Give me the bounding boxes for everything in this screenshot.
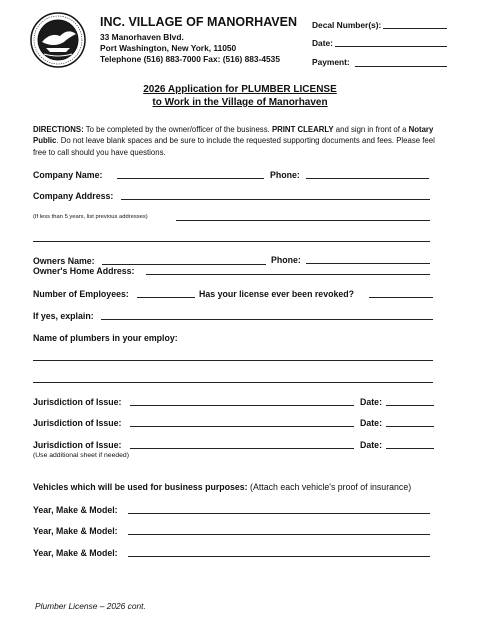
form-title-line-1: 2026 Application for PLUMBER LICENSE bbox=[143, 84, 337, 95]
company-name-label: Company Name: bbox=[33, 170, 103, 180]
if-yes-explain-field[interactable] bbox=[101, 319, 433, 320]
jurisdiction-label-3: Jurisdiction of Issue: bbox=[33, 440, 122, 450]
jurisdiction-date-field-2[interactable] bbox=[386, 426, 434, 427]
date-label: Date: bbox=[312, 38, 333, 48]
additional-sheet-note: (Use additional sheet if needed) bbox=[33, 452, 129, 459]
jurisdiction-field-1[interactable] bbox=[130, 405, 354, 406]
owners-name-label: Owners Name: bbox=[33, 256, 95, 266]
company-phone-label: Phone: bbox=[270, 170, 300, 180]
number-of-employees-label: Number of Employees: bbox=[33, 289, 129, 299]
jurisdiction-field-3[interactable] bbox=[130, 448, 354, 449]
plumbers-field-1[interactable] bbox=[33, 360, 433, 361]
address-line-1: 33 Manorhaven Blvd. bbox=[100, 32, 184, 42]
jurisdiction-date-field-1[interactable] bbox=[386, 405, 434, 406]
company-phone-field[interactable] bbox=[306, 178, 429, 179]
company-name-field[interactable] bbox=[117, 178, 264, 179]
jurisdiction-label-2: Jurisdiction of Issue: bbox=[33, 418, 122, 428]
number-of-employees-field[interactable] bbox=[137, 297, 195, 298]
date-field[interactable] bbox=[335, 46, 447, 47]
owners-name-field[interactable] bbox=[102, 264, 266, 265]
previous-addresses-note: (If less than 5 years, list previous addresses) bbox=[33, 214, 148, 220]
payment-label: Payment: bbox=[312, 57, 350, 67]
vehicle-field-1[interactable] bbox=[128, 513, 430, 514]
plumbers-field-2[interactable] bbox=[33, 382, 433, 383]
jurisdiction-field-2[interactable] bbox=[130, 426, 354, 427]
owner-phone-field[interactable] bbox=[306, 263, 430, 264]
company-address-label: Company Address: bbox=[33, 191, 114, 201]
directions-heading: DIRECTIONS: bbox=[33, 125, 84, 134]
decal-number-label: Decal Number(s): bbox=[312, 20, 382, 30]
company-address-field[interactable] bbox=[121, 199, 430, 200]
payment-field[interactable] bbox=[355, 66, 447, 67]
decal-number-field[interactable] bbox=[383, 28, 447, 29]
owner-home-address-label: Owner's Home Address: bbox=[33, 266, 135, 276]
owner-home-address-field[interactable] bbox=[146, 274, 430, 275]
previous-address-field-1[interactable] bbox=[176, 220, 430, 221]
vehicle-field-2[interactable] bbox=[128, 534, 430, 535]
directions-text: DIRECTIONS: To be completed by the owner/officer of the business. PRINT CLEARLY and sign in front of a Notary Public. Do not leave blank spaces and be sure to include the requested supporting documents and fees. Please feel free to call should you have questions. bbox=[33, 125, 435, 157]
vehicles-heading: Vehicles which will be used for business purposes: (Attach each vehicle's proof of insurance) bbox=[33, 482, 412, 492]
vehicle-field-3[interactable] bbox=[128, 556, 430, 557]
form-title-line-2: to Work in the Village of Manorhaven bbox=[152, 97, 328, 108]
vehicle-label-3: Year, Make & Model: bbox=[33, 548, 118, 558]
owner-phone-label: Phone: bbox=[271, 255, 301, 265]
jurisdiction-date-field-3[interactable] bbox=[386, 448, 434, 449]
jurisdiction-date-label-2: Date: bbox=[360, 418, 382, 428]
if-yes-explain-label: If yes, explain: bbox=[33, 311, 94, 321]
phone-fax: Telephone (516) 883-7000 Fax: (516) 883-4535 bbox=[100, 54, 281, 64]
village-seal-icon bbox=[30, 12, 86, 68]
jurisdiction-date-label-3: Date: bbox=[360, 440, 382, 450]
jurisdiction-label-1: Jurisdiction of Issue: bbox=[33, 397, 122, 407]
vehicle-label-1: Year, Make & Model: bbox=[33, 505, 118, 515]
previous-address-field-2[interactable] bbox=[33, 241, 430, 242]
vehicle-label-2: Year, Make & Model: bbox=[33, 526, 118, 536]
village-name: INC. VILLAGE OF MANORHAVEN bbox=[100, 15, 297, 29]
license-revoked-label: Has your license ever been revoked? bbox=[199, 289, 354, 299]
address-line-2: Port Washington, New York, 11050 bbox=[100, 43, 237, 53]
jurisdiction-date-label-1: Date: bbox=[360, 397, 382, 407]
page-footer: Plumber License – 2026 cont. bbox=[35, 601, 146, 611]
plumbers-in-employ-label: Name of plumbers in your employ: bbox=[33, 333, 178, 343]
license-revoked-field[interactable] bbox=[369, 297, 433, 298]
